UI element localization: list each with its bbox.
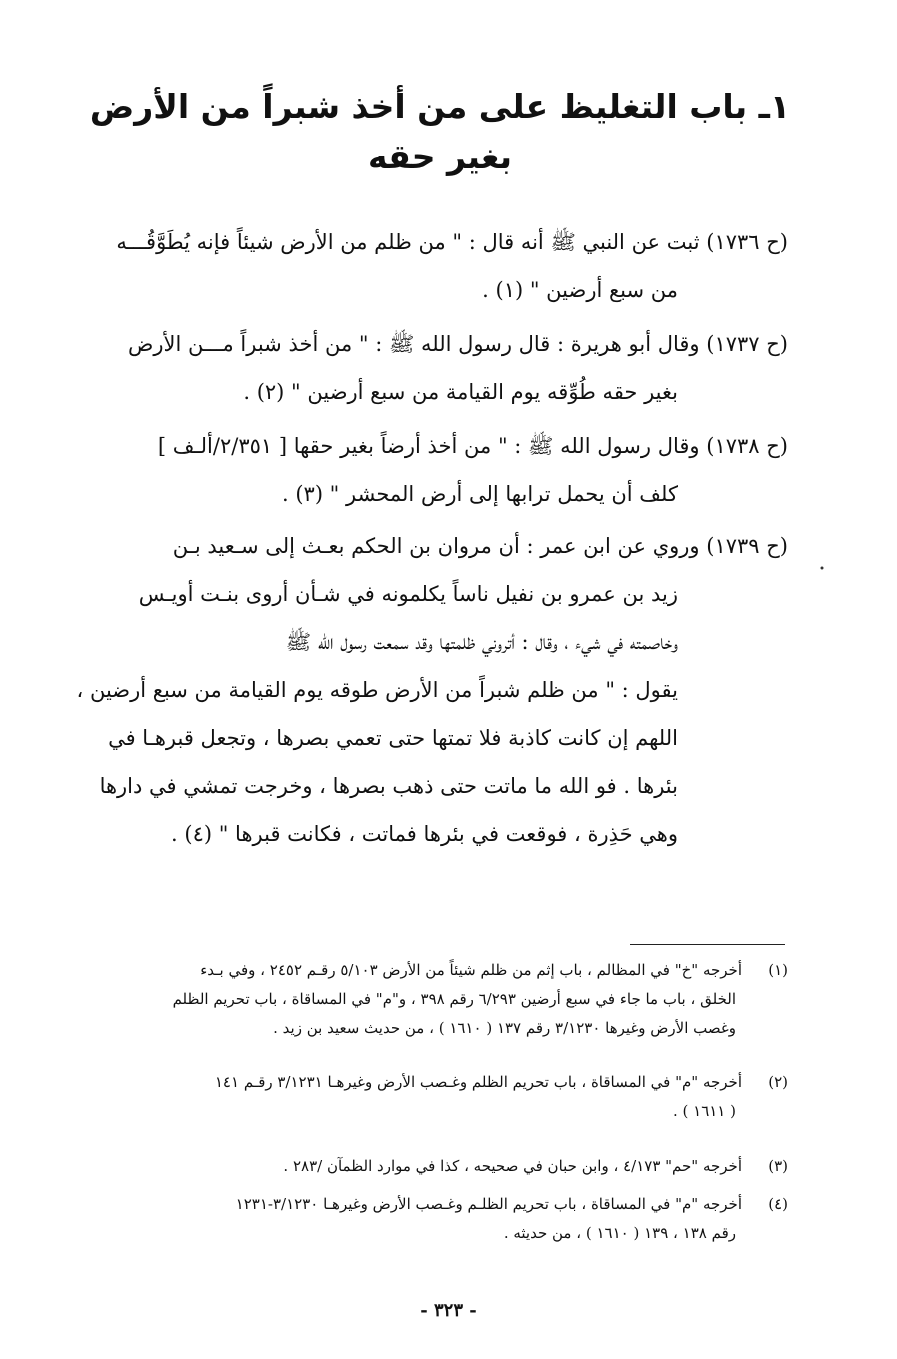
hadith-1736 — [70, 218, 788, 314]
footnote-2 — [70, 1068, 788, 1126]
footnote-1 — [70, 956, 788, 1043]
footnote-text: أخرجه "م" في المساقاة ، باب تحريم الظلـم وغـصب الأرض وغيرهـا ٣/١٢٣٠-١٢٣١ — [235, 1195, 742, 1213]
footnote-line: الخلق ، باب ما جاء في سبع أرضين ٦/٢٩٣ رقم ٣٩٨ ، و"م" في المساقاة ، باب تحريم الظلم — [172, 990, 736, 1008]
hadith-line: بئرها . فو الله ما ماتت حتى ذهب بصرها ، وخرجت تمشي في دارها — [99, 774, 678, 798]
footnote-4 — [70, 1190, 788, 1248]
hadith-line: وهي حَذِرة ، فوقعت في بئرها فماتت ، فكانت قبرها " (٤) . — [171, 822, 678, 846]
hadith-1738 — [70, 422, 788, 518]
hadith-line: من سبع أرضين " (١) . — [482, 278, 678, 302]
margin-dot — [818, 564, 826, 572]
hadith-line: (ح ١٧٣٨) وقال رسول الله ﷺ : " من أخذ أرضاً بغير حقها [ ٢/٣٥١/ألـف ] — [157, 434, 788, 458]
footnote-3 — [70, 1152, 788, 1181]
hadith-line: بغير حقه طُوِّقه يوم القيامة من سبع أرضين " (٢) . — [243, 380, 678, 404]
hadith-line: يقول : " من ظلم شبراً من الأرض طوقه يوم القيامة من سبع أرضين ، — [76, 678, 678, 702]
footnote-line: ( ١٦١١ ) . — [672, 1102, 736, 1120]
footnote-number: (٢) — [768, 1073, 788, 1091]
footnote-text: أخرجه "خ" في المظالم ، باب إثم من ظلم شيئاً من الأرض ٥/١٠٣ رقـم ٢٤٥٢ ، وفي بـدء — [200, 961, 742, 979]
hadith-1739 — [70, 522, 788, 858]
hadith-line: زيد بن عمرو بن نفيل ناساً يكلمونه في شـأن أروى بنـت أويـس — [138, 582, 678, 606]
footnote-number: (٣) — [768, 1157, 788, 1175]
hadith-line: (ح ١٧٣٩) وروي عن ابن عمر : أن مروان بن الحكم بعـث إلى سـعيد بـن — [172, 534, 788, 558]
hadith-line: (ح ١٧٣٧) وقال أبو هريرة : قال رسول الله ﷺ : " من أخذ شبراً مـــن الأرض — [128, 332, 788, 356]
page-number: - ٣٢٣ - — [420, 1300, 477, 1321]
footnote-line — [70, 1152, 788, 1181]
footnote-separator — [630, 944, 785, 945]
chapter-title: ١ـ باب التغليظ على من أخذ شبراً من الأرض بغير حقه — [89, 87, 791, 176]
footnote-line — [70, 1068, 788, 1097]
footnote-line: وغصب الأرض وغيرها ٣/١٢٣٠ رقم ١٣٧ ( ١٦١٠ ) ، من حديث سعيد بن زيد . — [273, 1019, 736, 1037]
footnote-line — [70, 1190, 788, 1219]
footnote-number: (٤) — [768, 1195, 788, 1213]
footnote-number: (١) — [768, 961, 788, 979]
footnote-line — [70, 956, 788, 985]
hadith-line: اللهم إن كانت كاذبة فلا تمتها حتى تعمي بصرها ، وتجعل قبرهـا في — [108, 726, 678, 750]
hadith-1737 — [70, 320, 788, 416]
hadith-line: (ح ١٧٣٦) ثبت عن النبي ﷺ أنه قال : " من ظلم من الأرض شيئاً فإنه يُطَوَّقُـــه — [116, 230, 788, 254]
footnote-line: رقم ١٣٨ ، ١٣٩ ( ١٦١٠ ) ، من حديثه . — [503, 1224, 736, 1242]
hadith-line: وخاصمته في شيء ، وقال : أتروني ظلمتها وقد سمعت رسول الله ﷺ — [285, 630, 678, 654]
footnote-text: أخرجه "حم" ٤/١٧٣ ، وابن حبان في صحيحه ، كذا في موارد الظمآن /٢٨٣ . — [283, 1157, 742, 1175]
footnote-text: أخرجه "م" في المساقاة ، باب تحريم الظلم وغـصب الأرض وغيرهـا ٣/١٢٣١ رقـم ١٤١ — [214, 1073, 742, 1091]
hadith-line: كلف أن يحمل ترابها إلى أرض المحشر " (٣) . — [281, 482, 678, 506]
